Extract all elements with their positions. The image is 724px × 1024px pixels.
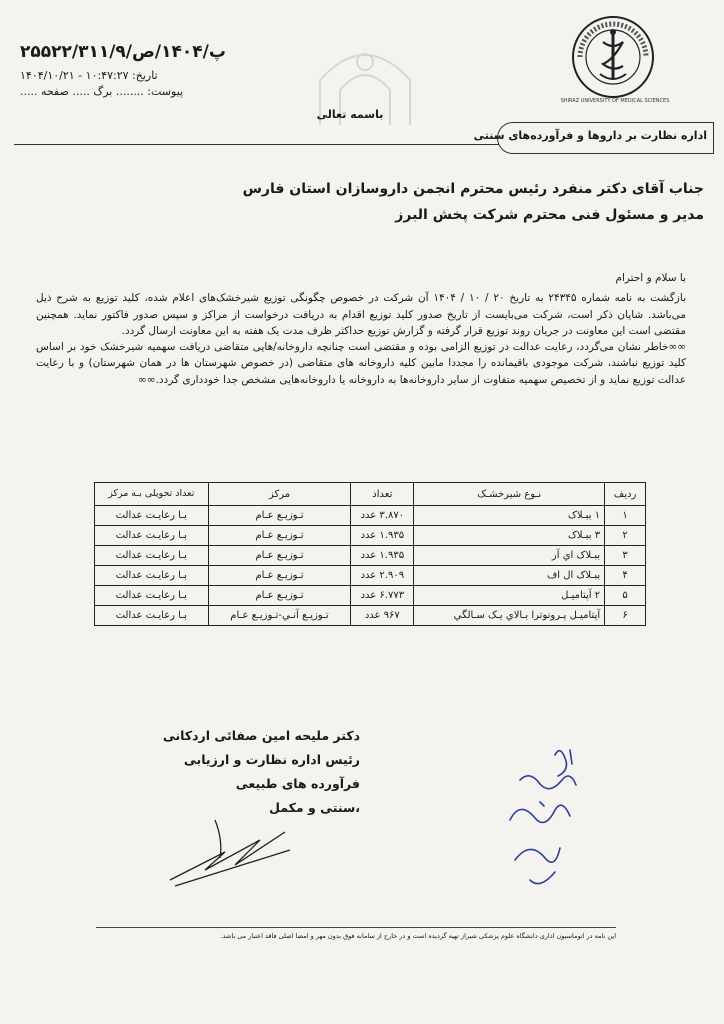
cell-count: ۱.۹۳۵ عدد (351, 526, 414, 546)
cell-delivery: بـا رعایـت عدالت (95, 606, 209, 626)
cell-formula-type: ۳ ببـلاک (414, 526, 605, 546)
greeting: با سلام و احترام (615, 272, 686, 284)
footer-divider (96, 927, 616, 928)
cell-row-number: ۵ (605, 586, 646, 606)
header-row-number: ردیف (605, 483, 646, 506)
table-row (95, 566, 646, 586)
body-paragraph-2: ∞∞خاطر نشان می‌گردد، رعایت عدالت در توزیع الزامی بوده و مقتضی است چنانچه داروخانه/هایی متقاضی دریافت سهمیه شیرخشک خود بر اساس کلید توزیع نباشند، شرکت موجودی باقیمانده را مجددا مابین کلیه داروخانه های متقاضی (در خصوص شهرستان ها در همان شهرستان) و با رعایت عدالت توزیع نماید و از تخصیص سهمیه متفاوت از سایر داروخانه‌ها به داروخانه یا داروخانه‌هایی مشخص جدا خودداری گردد.∞∞ (36, 341, 686, 386)
cell-formula-type: آپتامیـل پـرونوترا بـالاي یـک سـالگي (414, 606, 605, 626)
table-header-row (95, 483, 646, 506)
addressee (104, 176, 704, 228)
cell-delivery: بـا رعایـت عدالت (95, 566, 209, 586)
signature-block (150, 724, 360, 820)
cell-row-number: ۱ (605, 506, 646, 526)
cell-center: تـوزیـع آنـي-تـوزیـع عـام (208, 606, 351, 626)
table-row (95, 606, 646, 626)
cell-center: تـوزیـع عـام (208, 506, 351, 526)
letter-body (36, 270, 686, 388)
footer-note: این نامه در اتوماسیون اداری دانشگاه علوم پزشکی شیراز تهیه گردیده است و در خارج از سامانه فوق بدون مهر و امضا اصلی فاقد اعتبار می باشد. (220, 932, 616, 940)
table-row (95, 546, 646, 566)
header-formula-type: نـوع شیرخشـک (414, 483, 605, 506)
distribution-table (94, 482, 646, 626)
cell-delivery: بـا رعایـت عدالت (95, 506, 209, 526)
cell-count: ۶.۷۷۳ عدد (351, 586, 414, 606)
signer-title-cont: ،سنتی و مکمل (269, 800, 360, 815)
addressee-line-1: جناب آقای دکتر منفرد رئیس محترم انجمن داروسازان استان فارس (242, 181, 704, 197)
letter-attachment: پیوست: ........ برگ ..... صفحه ..... (20, 85, 184, 98)
cell-center: تـوزیـع عـام (208, 526, 351, 546)
cell-row-number: ۴ (605, 566, 646, 586)
table-row (95, 526, 646, 546)
letter-date: تاریخ: ۱۰:۴۷:۲۷ - ۱۴۰۴/۱۰/۲۱ (20, 69, 158, 82)
cell-formula-type: ببـلاک اي آر (414, 546, 605, 566)
cell-center: تـوزیـع عـام (208, 586, 351, 606)
letter-meta (20, 68, 240, 100)
university-logo-icon (570, 14, 656, 100)
signer-name: دکتر ملیحه امین صفائی اردکانی (162, 728, 360, 743)
cell-delivery: بـا رعایـت عدالت (95, 526, 209, 546)
cell-delivery: بـا رعایـت عدالت (95, 586, 209, 606)
signature-icon (165, 810, 295, 890)
cell-formula-type: ببـلاک ال اف (414, 566, 605, 586)
cell-center: تـوزیـع عـام (208, 546, 351, 566)
cell-row-number: ۶ (605, 606, 646, 626)
body-paragraph-1: بازگشت به نامه شماره ۲۴۳۴۵ به تاریخ ۲۰ / ۱۰ / ۱۴۰۴ آن شرکت در خصوص چگونگی توزیع شیرخشک‌های اعلام شده، کلید توزیع به شرح ذیل می‌باشد. شایان ذکر است، شرکت می‌بایست از تاریخ صدور کلید توزیع اقدام به دریافت درخواست از مراکز و سپس صدور فاکتور نماید. همچنین مقتضی است این معاونت در جریان روند توزیع قرار گرفته و گزارش توزیع حداکثر ظرف مدت یک هفته به این معاونت ارسال گردد. (36, 292, 686, 337)
basmala: باسمه تعالی (316, 108, 384, 121)
department-label-box (473, 122, 714, 154)
header-count: تعداد (351, 483, 414, 506)
cell-formula-type: ۲ آپتامیـل (414, 586, 605, 606)
cell-delivery: بـا رعایـت عدالت (95, 546, 209, 566)
university-name: SHIRAZ UNIVERSITY OF MEDICAL SCIENCES (560, 98, 670, 104)
cell-formula-type: ۱ ببـلاک (414, 506, 605, 526)
department-label: اداره نظارت بر داروها و فرآورده‌های سنتی (473, 129, 707, 142)
cell-count: ۱.۹۳۵ عدد (351, 546, 414, 566)
cell-count: ۳.۸۷۰ عدد (351, 506, 414, 526)
signer-title: رئیس اداره نظارت و ارزیابی فرآورده های طبیعی (183, 752, 360, 791)
cell-center: تـوزیـع عـام (208, 566, 351, 586)
cell-row-number: ۳ (605, 546, 646, 566)
addressee-line-2: مدیر و مسئول فنی محترم شرکت پخش البرز (395, 207, 704, 223)
cell-count: ۹۶۷ عدد (351, 606, 414, 626)
cell-row-number: ۲ (605, 526, 646, 546)
department-bar (14, 122, 714, 154)
table-row (95, 506, 646, 526)
letter-reference-number: ۲۵۵۲۲/۳۱۱/۹/پ/۱۴۰۴/ص (20, 42, 226, 62)
cell-count: ۲.۹۰۹ عدد (351, 566, 414, 586)
handwritten-note-icon (500, 740, 590, 900)
table-row (95, 586, 646, 606)
header-center: مرکز (208, 483, 351, 506)
header-delivery: تعداد تحویلی بـه مرکز (95, 483, 209, 506)
